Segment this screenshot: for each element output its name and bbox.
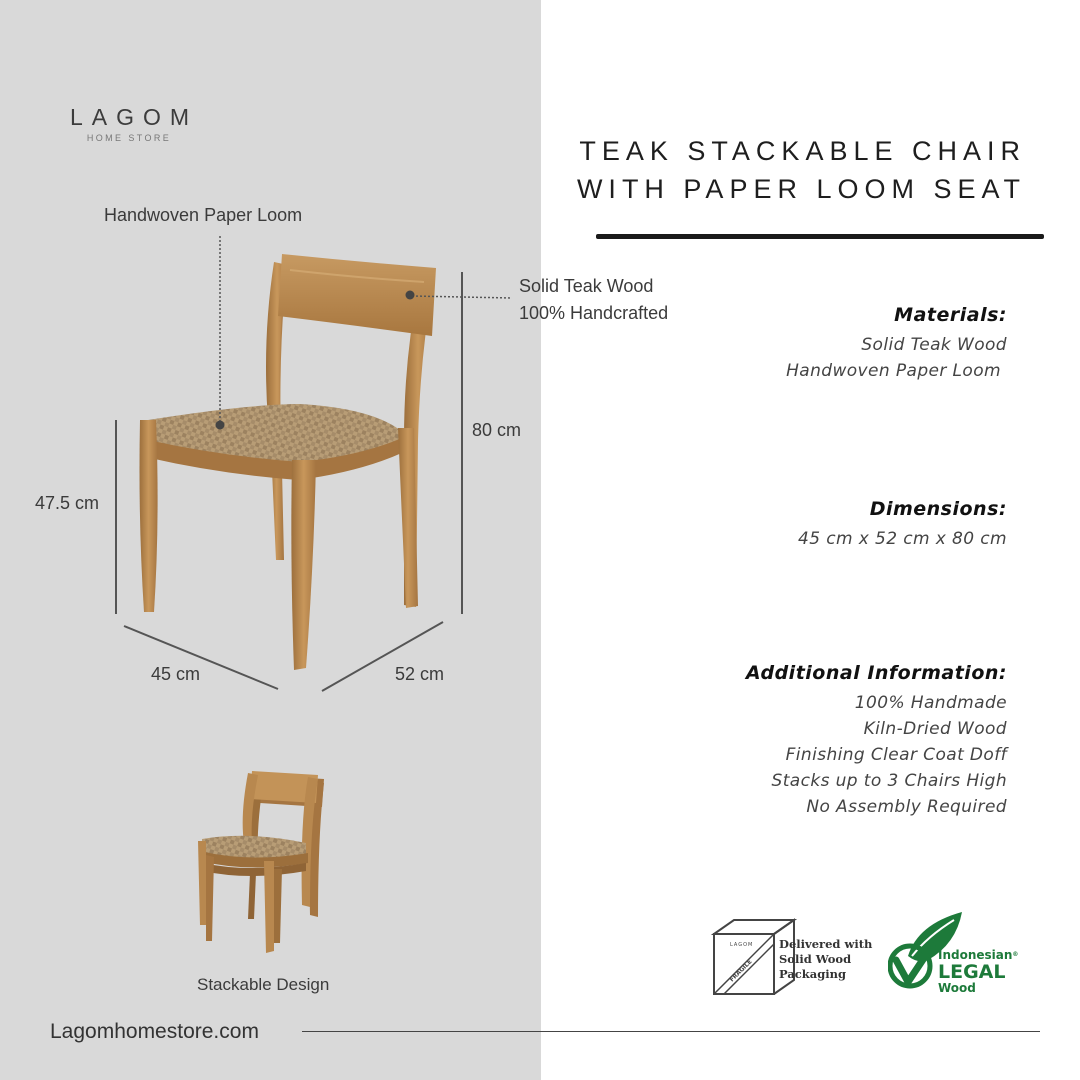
- depth-label: 52 cm: [395, 664, 445, 684]
- product-title-line2: WITH PAPER LOOM SEAT: [576, 174, 1026, 204]
- front-leg-left: [140, 420, 158, 612]
- materials-item: Handwoven Paper Loom: [786, 361, 1001, 381]
- website-link[interactable]: Lagomhomestore.com: [50, 1020, 259, 1043]
- legal-wood-text: [938, 948, 1018, 994]
- packaging-line3: Packaging: [779, 967, 847, 981]
- dimensions-section: [798, 498, 1007, 552]
- materials-section: [786, 304, 1007, 384]
- callout-frame-line2: 100% Handcrafted: [519, 303, 669, 323]
- callout-frame-line1: Solid Teak Wood: [519, 276, 654, 296]
- packaging-badge-text: [779, 937, 872, 982]
- legal-mark: ®: [1012, 951, 1019, 958]
- width-label: 45 cm: [151, 664, 201, 684]
- additional-info-item: Stacks up to 3 Chairs High: [771, 771, 1007, 791]
- additional-info-item: No Assembly Required: [806, 797, 1007, 817]
- additional-info-item: Finishing Clear Coat Doff: [785, 745, 1007, 765]
- additional-info-section: [746, 662, 1007, 820]
- chair-illustration: [0, 0, 541, 720]
- additional-info-item: 100% Handmade: [854, 693, 1007, 713]
- legal-line3: Wood: [938, 981, 976, 995]
- product-title-line1: TEAK STACKABLE CHAIR: [579, 136, 1026, 166]
- stack-caption: Stackable Design: [197, 975, 330, 994]
- legal-line2: LEGAL: [938, 961, 1006, 983]
- front-leg-middle: [291, 460, 316, 670]
- additional-info-item: Kiln-Dried Wood: [863, 719, 1007, 739]
- brand-name: LAGOM: [70, 104, 199, 130]
- legal-line1: Indonesian: [938, 948, 1013, 962]
- footer-divider: [302, 1031, 1040, 1032]
- stacked-chairs-illustration: [190, 765, 340, 965]
- product-title: [577, 132, 1026, 208]
- materials-item: Solid Teak Wood: [861, 335, 1007, 355]
- seat-height-label: 47.5 cm: [35, 493, 100, 513]
- dimensions-value: 45 cm x 52 cm x 80 cm: [798, 529, 1007, 549]
- total-height-label: 80 cm: [472, 420, 522, 440]
- callout-seat-label: Handwoven Paper Loom: [104, 205, 303, 225]
- packaging-line1: Delivered with: [779, 937, 873, 951]
- box-fragile-text: FRAGILE: [728, 958, 754, 984]
- packaging-line2: Solid Wood: [779, 952, 852, 966]
- box-brand-text: LAGOM: [730, 942, 754, 948]
- brand-tagline: HOME STORE: [86, 133, 172, 143]
- dimensions-heading: Dimensions:: [869, 498, 1007, 520]
- additional-info-heading: Additional Information:: [745, 662, 1007, 684]
- materials-heading: Materials:: [894, 304, 1007, 326]
- title-divider: [596, 234, 1044, 239]
